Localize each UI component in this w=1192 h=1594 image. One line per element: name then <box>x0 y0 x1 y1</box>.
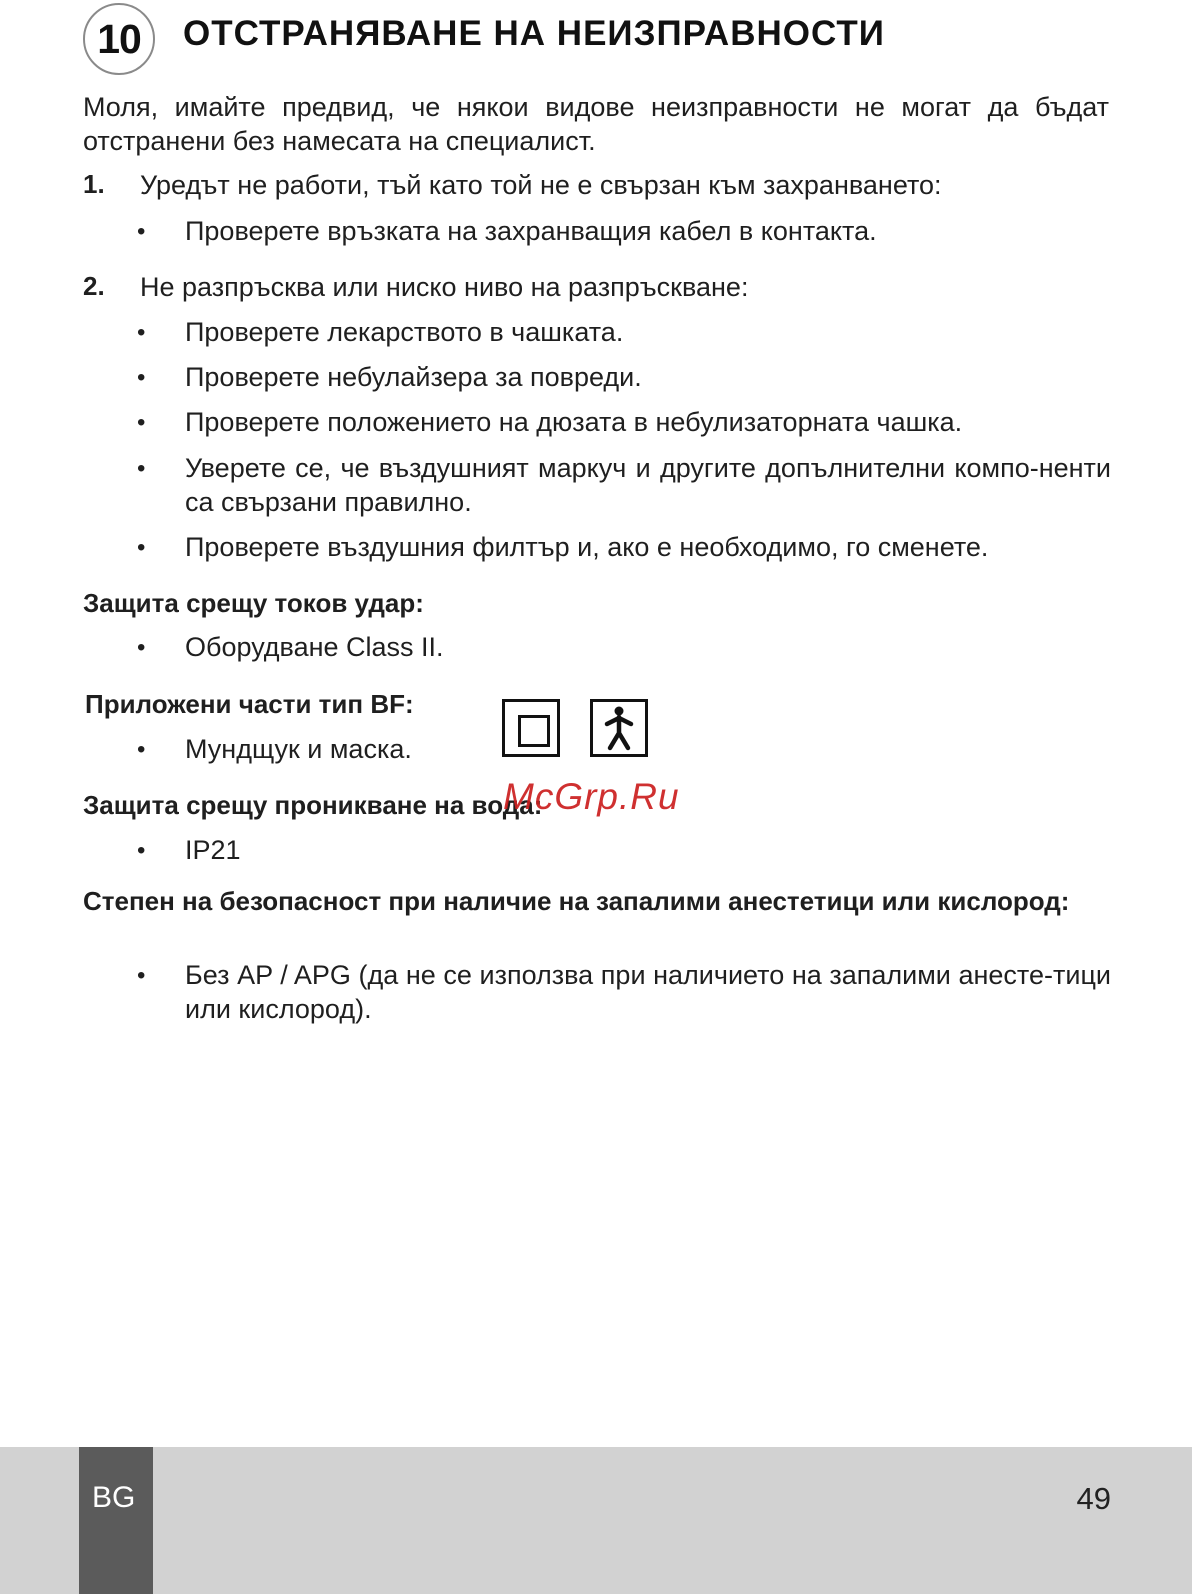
page-number: 49 <box>1076 1481 1111 1516</box>
shock-protection-heading: Защита срещу токов удар: <box>83 588 424 618</box>
bullet-icon: • <box>137 409 146 436</box>
bullet-text: Проверете положението на дюзата в небулизаторната чашка. <box>185 407 963 437</box>
language-code: BG <box>92 1481 136 1514</box>
applied-parts-heading: Приложени части тип BF: <box>85 689 414 719</box>
bullet-icon: • <box>137 634 146 661</box>
bullet-icon: • <box>137 534 146 561</box>
bullet-text: IP21 <box>185 835 241 865</box>
bullet-text: Без AP / APG (да не се използва при наличието на запалими анесте-тици или кислород). <box>185 960 1111 1024</box>
intro-paragraph: Моля, имайте предвид, че някои видове неизправности не могат да бъдат отстранени без намесата на специалист. <box>83 92 1109 156</box>
item-text: Не разпръсква или ниско ниво на разпръскване: <box>140 272 749 302</box>
bullet-icon: • <box>137 455 146 482</box>
bullet-icon: • <box>137 218 146 245</box>
anesthetics-heading: Степен на безопасност при наличие на запалими анестетици или кислород: <box>83 886 1070 916</box>
item-number: 2. <box>83 271 105 301</box>
class-ii-double-square-icon <box>502 699 560 757</box>
bullet-text: Проверете лекарството в чашката. <box>185 317 624 347</box>
bullet-icon: • <box>137 364 146 391</box>
watermark: McGrp.Ru <box>503 776 680 817</box>
section-title: ОТСТРАНЯВАНЕ НА НЕИЗПРАВНОСТИ <box>183 14 885 53</box>
bullet-text: Мундщук и маска. <box>185 734 412 764</box>
bullet-text: Уверете се, че въздушният маркуч и другите допълнителни компо-ненти са свързани правилно. <box>185 453 1111 517</box>
bullet-icon: • <box>137 736 146 763</box>
bullet-icon: • <box>137 319 146 346</box>
item-number: 1. <box>83 169 105 199</box>
bullet-text: Оборудване Class II. <box>185 632 444 662</box>
bullet-text: Проверете връзката на захранващия кабел в контакта. <box>185 216 877 246</box>
footer-band <box>0 1447 1192 1594</box>
bullet-text: Проверете небулайзера за повреди. <box>185 362 642 392</box>
section-number-badge: 10 <box>83 3 155 75</box>
bullet-text: Проверете въздушния филтър и, ако е необходимо, го сменете. <box>185 532 989 562</box>
language-tab <box>79 1447 153 1594</box>
bullet-icon: • <box>137 962 146 989</box>
water-protection-heading: Защита срещу проникване на вода: <box>83 790 543 820</box>
item-text: Уредът не работи, тъй като той не е свързан към захранването: <box>140 170 942 200</box>
bullet-icon: • <box>137 837 146 864</box>
type-bf-person-icon <box>590 699 648 757</box>
